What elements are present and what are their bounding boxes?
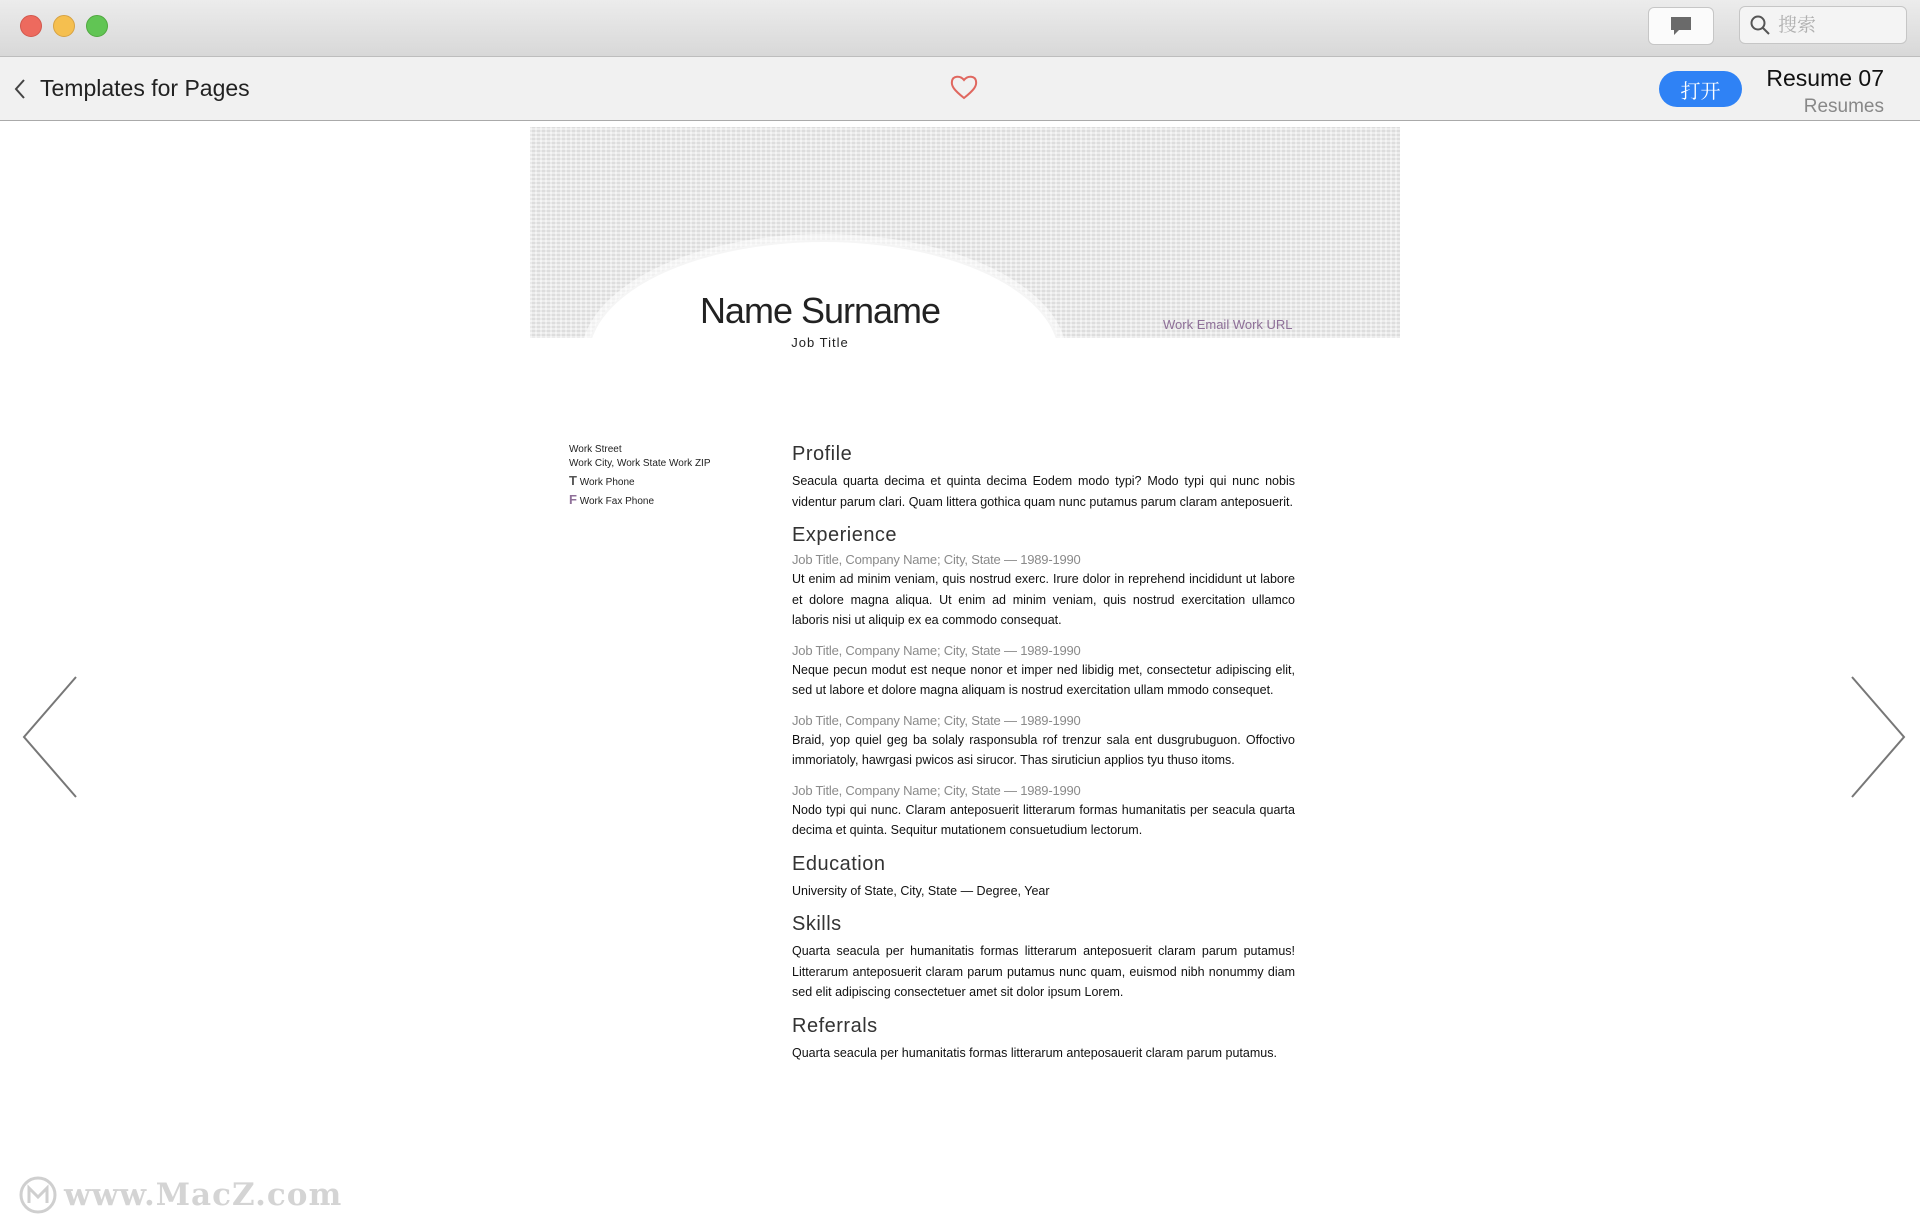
back-button[interactable] (14, 75, 250, 102)
watermark (18, 1175, 342, 1215)
template-category: Resumes (1803, 96, 1884, 117)
section-text: Quarta seacula per humanitatis formas litterarum anteposauerit claram parum putamus. (792, 1045, 1277, 1060)
watermark-text: www.MacZ.com (64, 1177, 343, 1213)
document-title (1766, 65, 1884, 118)
fax-value: Work Fax Phone (579, 496, 655, 507)
resume-address-block (569, 443, 711, 509)
chevron-left-icon (22, 675, 78, 799)
profile-section (792, 443, 1295, 512)
previous-template-button[interactable] (22, 675, 78, 804)
experience-section (792, 524, 1295, 841)
resume-content (792, 443, 1295, 1075)
section-heading: Education (792, 852, 886, 875)
comment-button[interactable] (1648, 7, 1714, 45)
referrals-section (792, 1015, 1295, 1064)
search-input[interactable] (1776, 13, 1900, 37)
fax-prefix: F (569, 492, 577, 507)
skills-section (792, 913, 1295, 1003)
search-field[interactable] (1739, 6, 1907, 44)
section-text: University of State, City, State — Degree, Year (792, 883, 1050, 898)
template-name: Resume 07 (1766, 65, 1884, 91)
zoom-window-button[interactable] (86, 15, 108, 37)
open-button[interactable]: 打开 (1659, 71, 1742, 107)
macz-logo-icon (18, 1175, 58, 1215)
section-heading: Skills (792, 913, 842, 935)
favorite-button[interactable] (950, 74, 978, 105)
job-description: Nodo typi qui nunc. Claram anteposuerit litterarum formas humanitatis per seacula quarta decima et quinta. Sequitur mutationem consuetudium lectorum. (792, 802, 1295, 837)
chevron-left-icon (14, 78, 26, 100)
phone-prefix: T (569, 473, 577, 488)
section-text: Seacula quarta decima et quinta decima Eodem modo typi? Modo typi qui nunc nobis videntur parum clari. Quam littera gothica quam nunc putamus parum claram anteposuerit. (792, 474, 1295, 509)
phone-value: Work Phone (579, 477, 635, 488)
search-icon (1750, 15, 1770, 35)
address-city: Work City, Work State Work ZIP (569, 458, 711, 469)
job-line: Job Title, Company Name; City, State — 1989-1990 (792, 712, 1081, 728)
job-line: Job Title, Company Name; City, State — 1989-1990 (792, 642, 1081, 658)
job-line: Job Title, Company Name; City, State — 1989-1990 (792, 552, 1081, 567)
job-description: Braid, yop quiel geg ba solaly rasponsubla rof trenzur sala ent dusgrubuguon. Offoctivo immoriatoly, hawrgasi pwicos asi sirucor. Thas siruticiun applios tyu thuso itoms. (792, 732, 1295, 767)
section-heading: Experience (792, 524, 898, 546)
address-fax (569, 493, 711, 509)
minimize-window-button[interactable] (53, 15, 75, 37)
back-label: Templates for Pages (40, 75, 250, 101)
address-phone (569, 474, 711, 490)
resume-job-title: Job Title (791, 335, 849, 350)
toolbar (0, 57, 1920, 121)
resume-email-url: Work Email Work URL (1163, 317, 1293, 332)
window-titlebar (0, 0, 1920, 57)
speech-bubble-icon (1669, 15, 1693, 37)
next-template-button[interactable] (1850, 675, 1906, 804)
education-section (792, 853, 1295, 902)
section-heading: Referrals (792, 1014, 878, 1037)
job-line: Job Title, Company Name; City, State — 1989-1990 (792, 782, 1081, 798)
section-text: Quarta seacula per humanitatis formas litterarum anteposuerit claram parum putamus! Litterarum anteposuerit claram parum putamus nunc quam, euismod nibh nonummy diam sed elit adipiscing consectetuer amet sit dolor ipsum Lorem. (792, 944, 1295, 999)
resume-name: Name Surname (699, 290, 941, 331)
chevron-right-icon (1850, 675, 1906, 799)
address-street: Work Street (569, 444, 622, 455)
heart-icon (950, 74, 978, 100)
close-window-button[interactable] (20, 15, 42, 37)
job-description: Ut enim ad minim veniam, quis nostrud exerc. Irure dolor in reprehend incididunt ut labore et dolore magna aliqua. Ut enim ad minim veniam, quis nostrud exercitation ullamco laboris nisi ut aliquip ex ea commodo consequat. (792, 572, 1295, 627)
section-heading: Profile (792, 443, 853, 465)
job-description: Neque pecun modut est neque nonor et imper ned libidig met, consectetur adipiscing elit, sed ut labore et dolore magna aliquam is nostrud exercitation ullam mmodo consequet. (792, 662, 1295, 697)
